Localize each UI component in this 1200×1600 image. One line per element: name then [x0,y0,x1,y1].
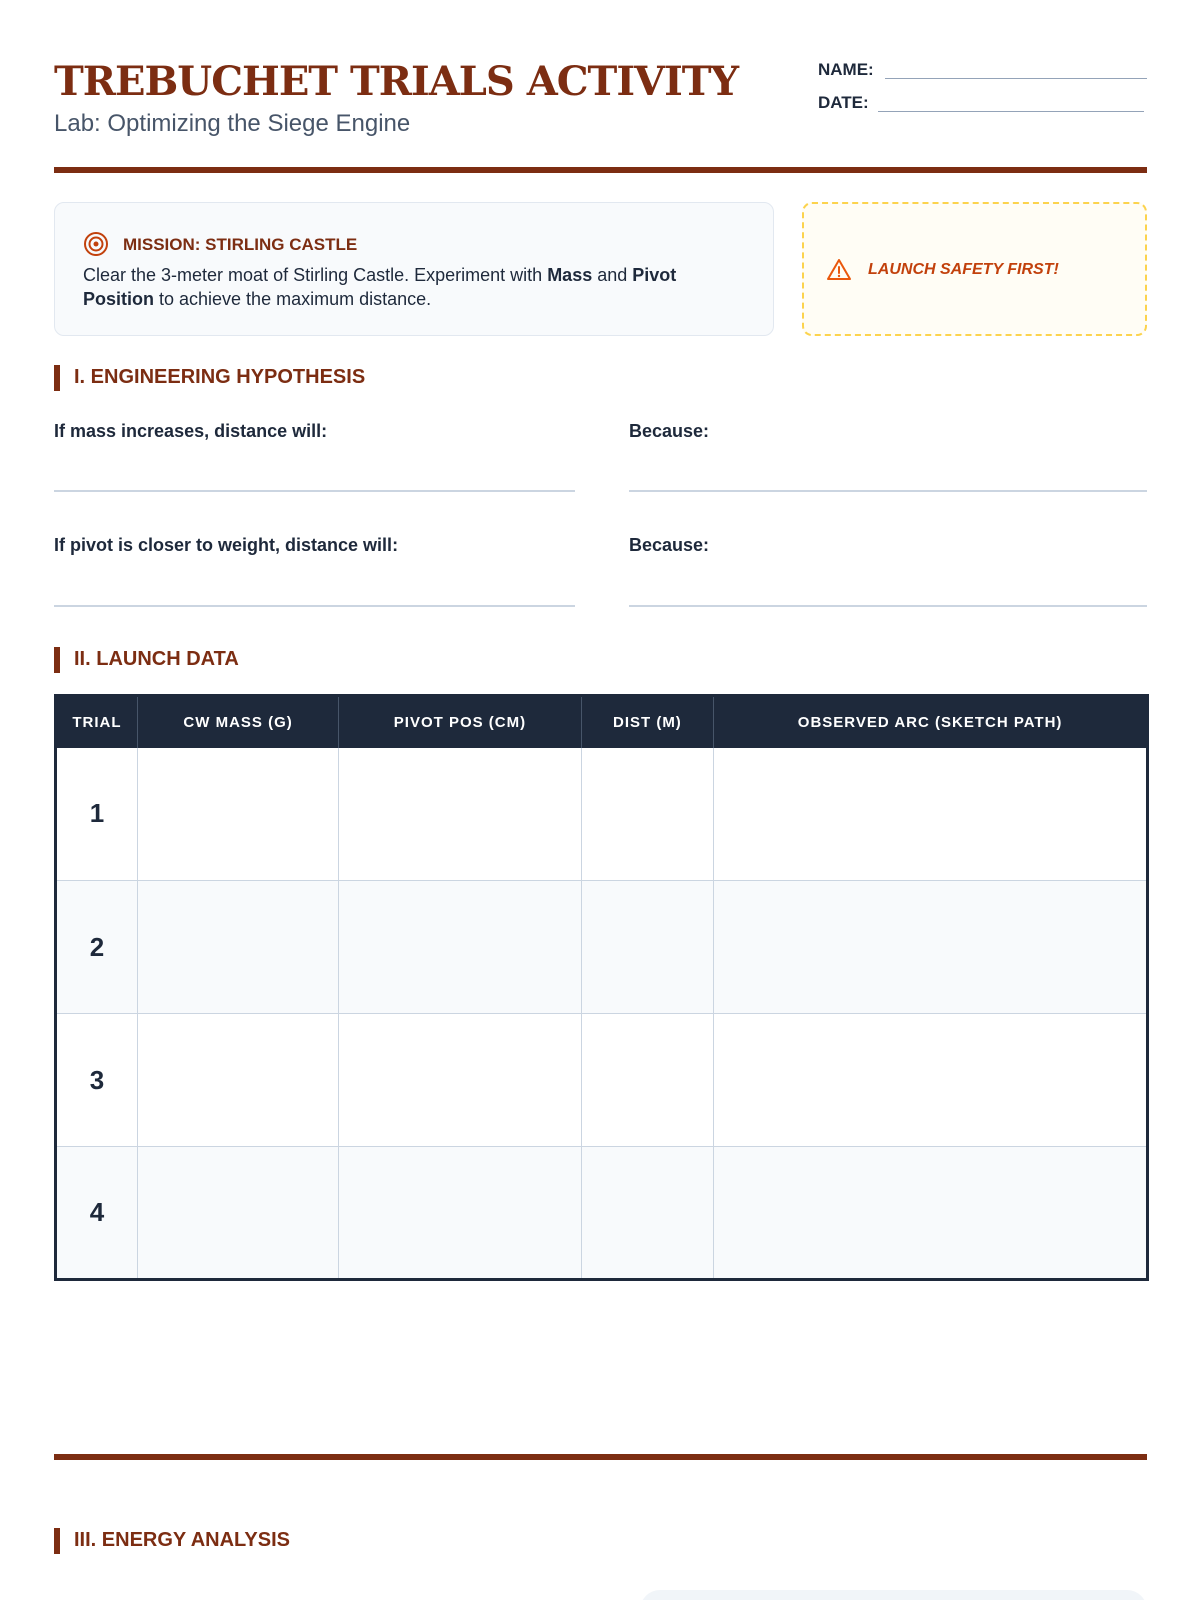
safety-callout [802,202,1147,336]
dist-cell[interactable] [581,1147,714,1280]
header-divider [54,167,1147,173]
section-launch-title: II. LAUNCH DATA [74,648,239,670]
hypothesis-because1-label: Because: [629,421,710,441]
trial-number: 1 [56,748,138,881]
hypothesis-q1-label: If mass increases, distance will: [54,421,328,441]
observed-arc-cell[interactable] [714,881,1148,1014]
target-icon [83,231,109,257]
cw-mass-cell[interactable] [137,881,338,1014]
dist-cell[interactable] [581,881,714,1014]
table-header-row [56,696,1148,748]
warning-triangle-icon [826,257,852,283]
trial-number: 4 [56,1147,138,1280]
name-field-line[interactable] [885,78,1147,79]
launch-data-table [54,694,1149,1281]
mission-bold-pivot: Pivot Position [83,265,677,309]
section-energy-title: III. ENERGY ANALYSIS [74,1529,290,1551]
trial-number: 3 [56,1014,138,1147]
mission-description: Clear the 3-meter moat of Stirling Castle. Experiment with Mass and Pivot Position to achieve the maximum distance. [83,265,677,309]
section-hypothesis-title: I. ENGINEERING HYPOTHESIS [74,366,366,388]
column-header-observed-arc: OBSERVED ARC (SKETCH PATH) [714,696,1148,748]
hypothesis-q1-answer-line[interactable] [54,490,575,492]
section-divider [54,1454,1147,1460]
section-bar [54,1528,60,1554]
column-header-trial: TRIAL [56,696,138,748]
hypothesis-because1-answer-line[interactable] [629,490,1147,492]
energy-panel-edge [640,1590,1147,1600]
dist-cell[interactable] [581,1014,714,1147]
cw-mass-cell[interactable] [137,1147,338,1280]
observed-arc-cell[interactable] [714,748,1148,881]
hypothesis-because2-label: Because: [629,535,710,555]
observed-arc-cell[interactable] [714,1147,1148,1280]
dist-cell[interactable] [581,748,714,881]
section-bar [54,647,60,673]
worksheet-subtitle: Lab: Optimizing the Siege Engine [54,110,411,137]
worksheet-title: TREBUCHET TRIALS ACTIVITY [54,58,739,105]
pivot-pos-cell[interactable] [339,1014,581,1147]
column-header-dist: DIST (M) [581,696,714,748]
hypothesis-q2-answer-line[interactable] [54,605,575,607]
pivot-pos-cell[interactable] [339,1147,581,1280]
name-label: NAME: [818,60,874,79]
cw-mass-cell[interactable] [137,748,338,881]
table-row [56,748,1148,881]
mission-title: MISSION: STIRLING CASTLE [123,235,358,254]
table-row [56,1147,1148,1280]
hypothesis-q2-label: If pivot is closer to weight, distance will: [54,535,399,555]
mission-box [54,202,774,336]
observed-arc-cell[interactable] [714,1014,1148,1147]
trial-number: 2 [56,881,138,1014]
safety-text: LAUNCH SAFETY FIRST! [868,261,1059,278]
pivot-pos-cell[interactable] [339,881,581,1014]
pivot-pos-cell[interactable] [339,748,581,881]
table-row [56,1014,1148,1147]
mission-bold-mass: Mass [547,265,593,285]
cw-mass-cell[interactable] [137,1014,338,1147]
column-header-cw-mass: CW MASS (G) [137,696,338,748]
table-row [56,881,1148,1014]
date-label: DATE: [818,93,869,112]
date-field-line[interactable] [878,111,1144,112]
hypothesis-because2-answer-line[interactable] [629,605,1147,607]
column-header-pivot-pos: PIVOT POS (CM) [339,696,581,748]
section-bar [54,365,60,391]
